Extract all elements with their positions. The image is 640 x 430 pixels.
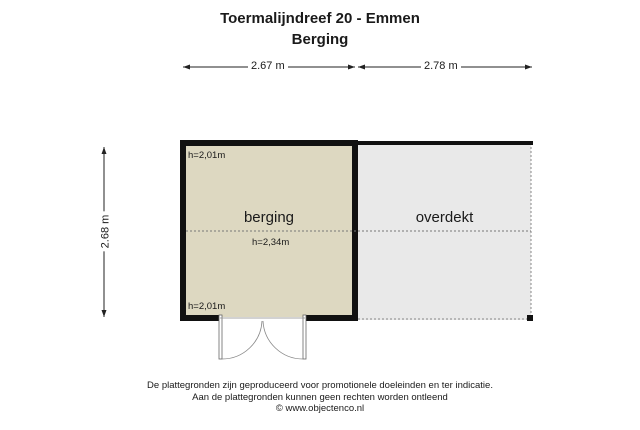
dimension-label-right: 2.78 m bbox=[421, 60, 461, 73]
disclaimer-line-2: Aan de plattegronden kunnen geen rechten worden ontleend bbox=[192, 392, 448, 403]
corner-post bbox=[527, 315, 533, 321]
height-label-bottom: h=2,01m bbox=[188, 301, 226, 312]
height-label-center: h=2,34m bbox=[252, 237, 290, 248]
disclaimer-line-1: De plattegronden zijn geproduceerd voor promotionele doeleinden en ter indicatie. bbox=[147, 380, 493, 391]
copyright-line: © www.objectenco.nl bbox=[275, 403, 365, 414]
double-door bbox=[219, 315, 306, 359]
room-label-storage: berging bbox=[243, 209, 295, 226]
plan-subtitle: Berging bbox=[291, 31, 349, 48]
room-label-covered: overdekt bbox=[415, 209, 474, 226]
height-label-top: h=2,01m bbox=[188, 150, 226, 161]
dimension-label-left: 2.67 m bbox=[248, 60, 288, 73]
dimension-label-depth: 2.68 m bbox=[99, 212, 112, 252]
plan-title: Toermalijndreef 20 - Emmen bbox=[220, 10, 420, 27]
storage-room-floor bbox=[183, 146, 355, 317]
